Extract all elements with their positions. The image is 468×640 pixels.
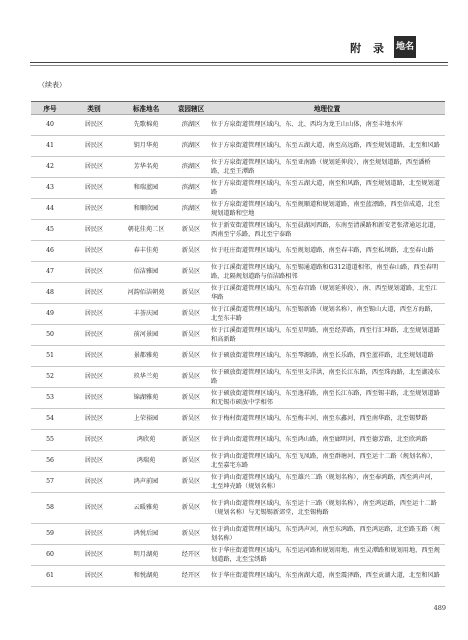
header-rule — [30, 62, 448, 63]
row-place-name: 和顺欣园 — [119, 199, 173, 220]
row-category: 居民区 — [69, 493, 119, 524]
row-number: 45 — [31, 220, 69, 241]
row-location: 位于方泉街道管理区域内，东至五湖大道，南至高远路，西至规划道路，北至和风路 — [209, 136, 445, 157]
row-category: 居民区 — [69, 157, 119, 178]
continued-label: （续表） — [38, 81, 66, 89]
row-category: 居民区 — [69, 115, 119, 136]
row-category: 居民区 — [69, 283, 119, 304]
row-location: 位于新安街道管理区域内，东至晨湖河西路，东南至清溪路和新安老张渚通运北道，西南至宁乐路，西北至宁泰路 — [209, 220, 445, 241]
column-header-district: 袁园辖区 — [173, 102, 209, 115]
row-district: 新吴区 — [173, 430, 209, 451]
row-number: 44 — [31, 199, 69, 220]
row-number: 57 — [31, 472, 69, 493]
row-category: 居民区 — [69, 472, 119, 493]
row-number: 43 — [31, 178, 69, 199]
row-place-name: 鸿欣苑 — [119, 430, 173, 451]
row-number: 46 — [31, 241, 69, 262]
row-place-name: 朝花佳苑二区 — [119, 220, 173, 241]
column-header-name: 标准地名 — [119, 102, 173, 115]
row-number: 49 — [31, 304, 69, 325]
row-district: 滨湖区 — [173, 157, 209, 178]
row-district: 新吴区 — [173, 262, 209, 283]
row-number: 51 — [31, 346, 69, 367]
row-district: 滨湖区 — [173, 115, 209, 136]
row-place-name: 鸿悦后园 — [119, 524, 173, 545]
row-number: 59 — [31, 524, 69, 545]
row-district: 新吴区 — [173, 241, 209, 262]
row-place-name: 明月湖苑 — [119, 545, 173, 566]
row-location: 位于旺庄街道管理区域内，东至规划道路，南至春丰路，西至私坝路，北至春山路 — [209, 241, 445, 262]
row-number: 41 — [31, 136, 69, 157]
row-place-name: 景都雅苑 — [119, 346, 173, 367]
row-category: 居民区 — [69, 566, 119, 587]
row-place-name: 鸿瑞苑 — [119, 451, 173, 472]
row-place-name: 和悦湖苑 — [119, 566, 173, 587]
table-row — [31, 493, 445, 524]
row-number: 58 — [31, 493, 69, 524]
row-number: 55 — [31, 430, 69, 451]
place-name-table — [31, 101, 445, 587]
row-category: 居民区 — [69, 346, 119, 367]
row-district: 经开区 — [173, 566, 209, 587]
table-row — [31, 367, 445, 388]
row-district: 新吴区 — [173, 493, 209, 524]
table-row — [31, 199, 445, 220]
row-location: 位于方泉街道管理区域内，东至亚南路（规划延伸段），南至规划道路，西至潘桥路，北至王潭路 — [209, 157, 445, 178]
row-number: 56 — [31, 451, 69, 472]
table-row — [31, 409, 445, 430]
row-district: 新吴区 — [173, 220, 209, 241]
row-number: 54 — [31, 409, 69, 430]
header-title: 附 录 — [350, 42, 388, 55]
row-location: 位于方泉街道管理区域内，东至五湖大道，南至和风路，西至规划道路，北至规划道路 — [209, 178, 445, 199]
row-location: 位于江溪街道管理区域内，东至锡新路（规划名称），南至锡山大道，西至方海路，北至东丰路 — [209, 304, 445, 325]
row-location: 位于方泉街道管理区域内，东、北、西均为龙王山山体，南至丰地水库 — [209, 115, 445, 136]
row-place-name: 玖华兰苑 — [119, 367, 173, 388]
row-category: 居民区 — [69, 524, 119, 545]
row-district: 新吴区 — [173, 304, 209, 325]
row-category: 居民区 — [69, 241, 119, 262]
row-district: 新吴区 — [173, 524, 209, 545]
row-category: 居民区 — [69, 136, 119, 157]
row-place-name: 河韵佰洁朝苑 — [119, 283, 173, 304]
column-header-category: 类别 — [69, 102, 119, 115]
row-district: 新吴区 — [173, 451, 209, 472]
table-row — [31, 430, 445, 451]
table-row — [31, 472, 445, 493]
table-row — [31, 545, 445, 566]
header-rule-thin — [30, 65, 448, 66]
row-location: 位于鸿山街道管理区域内，东至鸿声河，南至东鸿路，西至鸿运路，北至路玉路（规划名称） — [209, 524, 445, 545]
row-category: 居民区 — [69, 545, 119, 566]
row-place-name: 上荣裕园 — [119, 409, 173, 430]
row-district: 新吴区 — [173, 346, 209, 367]
table-row — [31, 451, 445, 472]
table-row — [31, 136, 445, 157]
row-district: 新吴区 — [173, 367, 209, 388]
table-row — [31, 524, 445, 545]
row-location: 位于华庄街道管理区域内，东至运河路和规划用地，南至灵潭路和规划用地，西至规划道路，北至宝绣路 — [209, 545, 445, 566]
row-category: 居民区 — [69, 409, 119, 430]
page-number: 489 — [433, 604, 446, 612]
row-location: 位于鸿山街道管理区域内，东至飞凤路，南至群塘河，西至运十二路（规划名称），北至嘉宅东路 — [209, 451, 445, 472]
row-category: 居民区 — [69, 451, 119, 472]
row-number: 60 — [31, 545, 69, 566]
table-row — [31, 566, 445, 587]
table-row — [31, 325, 445, 346]
row-number: 61 — [31, 566, 69, 587]
table-row — [31, 220, 445, 241]
logo-icon: 地名 — [394, 36, 416, 58]
row-place-name: 钥月华苑 — [119, 136, 173, 157]
row-place-name: 丰荟庆园 — [119, 304, 173, 325]
row-location: 位于鸿山街道管理区域内，东至运十三路（规划名称），南至鸿运路，西至运十二路（规划名称）与无锡锡新郊堂，北至锡梅路 — [209, 493, 445, 524]
row-location: 位于硕放街道管理区域内，东至里支洋洪，南至长江东路，西至珠海路，北至湖凌东路 — [209, 367, 445, 388]
table-row — [31, 115, 445, 136]
row-category: 居民区 — [69, 325, 119, 346]
row-place-name: 鸿声前园 — [119, 472, 173, 493]
row-place-name: 先歌棉苑 — [119, 115, 173, 136]
row-category: 居民区 — [69, 178, 119, 199]
row-category: 居民区 — [69, 262, 119, 283]
row-category: 居民区 — [69, 304, 119, 325]
page-header — [0, 38, 468, 58]
row-number: 50 — [31, 325, 69, 346]
row-category: 居民区 — [69, 367, 119, 388]
row-district: 新吴区 — [173, 472, 209, 493]
row-number: 48 — [31, 283, 69, 304]
table-header-row — [31, 102, 445, 115]
row-district: 经开区 — [173, 545, 209, 566]
row-place-name: 云暖雅苑 — [119, 493, 173, 524]
row-location: 位于鸿山街道管理区域内，东至鸿山路，南至廊明河，西至德芳路，北至欣鸿路 — [209, 430, 445, 451]
column-header-no: 序号 — [31, 102, 69, 115]
table-row — [31, 304, 445, 325]
row-place-name: 和瑞蓝园 — [119, 178, 173, 199]
table-row — [31, 283, 445, 304]
row-number: 40 — [31, 115, 69, 136]
row-district: 新吴区 — [173, 409, 209, 430]
row-location: 位于江溪街道管理区域内，东至锡通道路和G312道道相邻，南至春山路，西至春明路，北隔规划道路与佰洁路相邻 — [209, 262, 445, 283]
row-category: 居民区 — [69, 220, 119, 241]
row-district: 滨湖区 — [173, 178, 209, 199]
row-location: 位于鸿山街道管理区域内，东至雄兴二路（规划名称），南至奉鸿路，西至鸿声河，北至坤壳路（规划名称） — [209, 472, 445, 493]
table-row — [31, 388, 445, 409]
row-location: 位于硕放街道管理区域内，东至琴源路，南至长乐路，西至蓝祥路，北至规划道路 — [209, 346, 445, 367]
row-category: 居民区 — [69, 430, 119, 451]
row-district: 滨湖区 — [173, 199, 209, 220]
table-row — [31, 241, 445, 262]
row-district: 新吴区 — [173, 283, 209, 304]
row-district: 新吴区 — [173, 388, 209, 409]
row-place-name: 春丰佳苑 — [119, 241, 173, 262]
row-location: 位于方泉街道管理区域内，东至规顺道和规划道路，南至蓝漂路，西至信成道，北至规划道路和空地 — [209, 199, 445, 220]
row-district: 新吴区 — [173, 325, 209, 346]
row-location: 位于梅村街道管理区域内，东至梅丰河，南至东鑫河，西至南华路，北至锡梦路 — [209, 409, 445, 430]
table-row — [31, 346, 445, 367]
row-place-name: 佰洁雅园 — [119, 262, 173, 283]
row-number: 53 — [31, 388, 69, 409]
row-number: 47 — [31, 262, 69, 283]
row-place-name: 前河景园 — [119, 325, 173, 346]
row-number: 42 — [31, 157, 69, 178]
table-row — [31, 178, 445, 199]
row-district: 滨湖区 — [173, 136, 209, 157]
table-row — [31, 262, 445, 283]
row-location: 位于华庄街道管理区域内，东至南湖大道，南至震泽路，西至贡湖大道，北至和风路 — [209, 566, 445, 587]
row-category: 居民区 — [69, 388, 119, 409]
row-place-name: 锦湖雅苑 — [119, 388, 173, 409]
row-place-name: 芳华名苑 — [119, 157, 173, 178]
column-header-location: 地理位置 — [209, 102, 445, 115]
row-category: 居民区 — [69, 199, 119, 220]
row-location: 位于江溪街道管理区域内，东至星明路，南至经养路，西至行汇坤路，北至规划道路和高新路 — [209, 325, 445, 346]
row-number: 52 — [31, 367, 69, 388]
row-location: 位于硕放街道管理区域内，东至逸祥路，南至长江东路，西至锡丰路，北至规划道路和无锡市硕放中学相邻 — [209, 388, 445, 409]
row-location: 位于江溪街道管理区域内，东至春宫路（规划延伸段），南、西至规划道路，北至江华路 — [209, 283, 445, 304]
table-row — [31, 157, 445, 178]
